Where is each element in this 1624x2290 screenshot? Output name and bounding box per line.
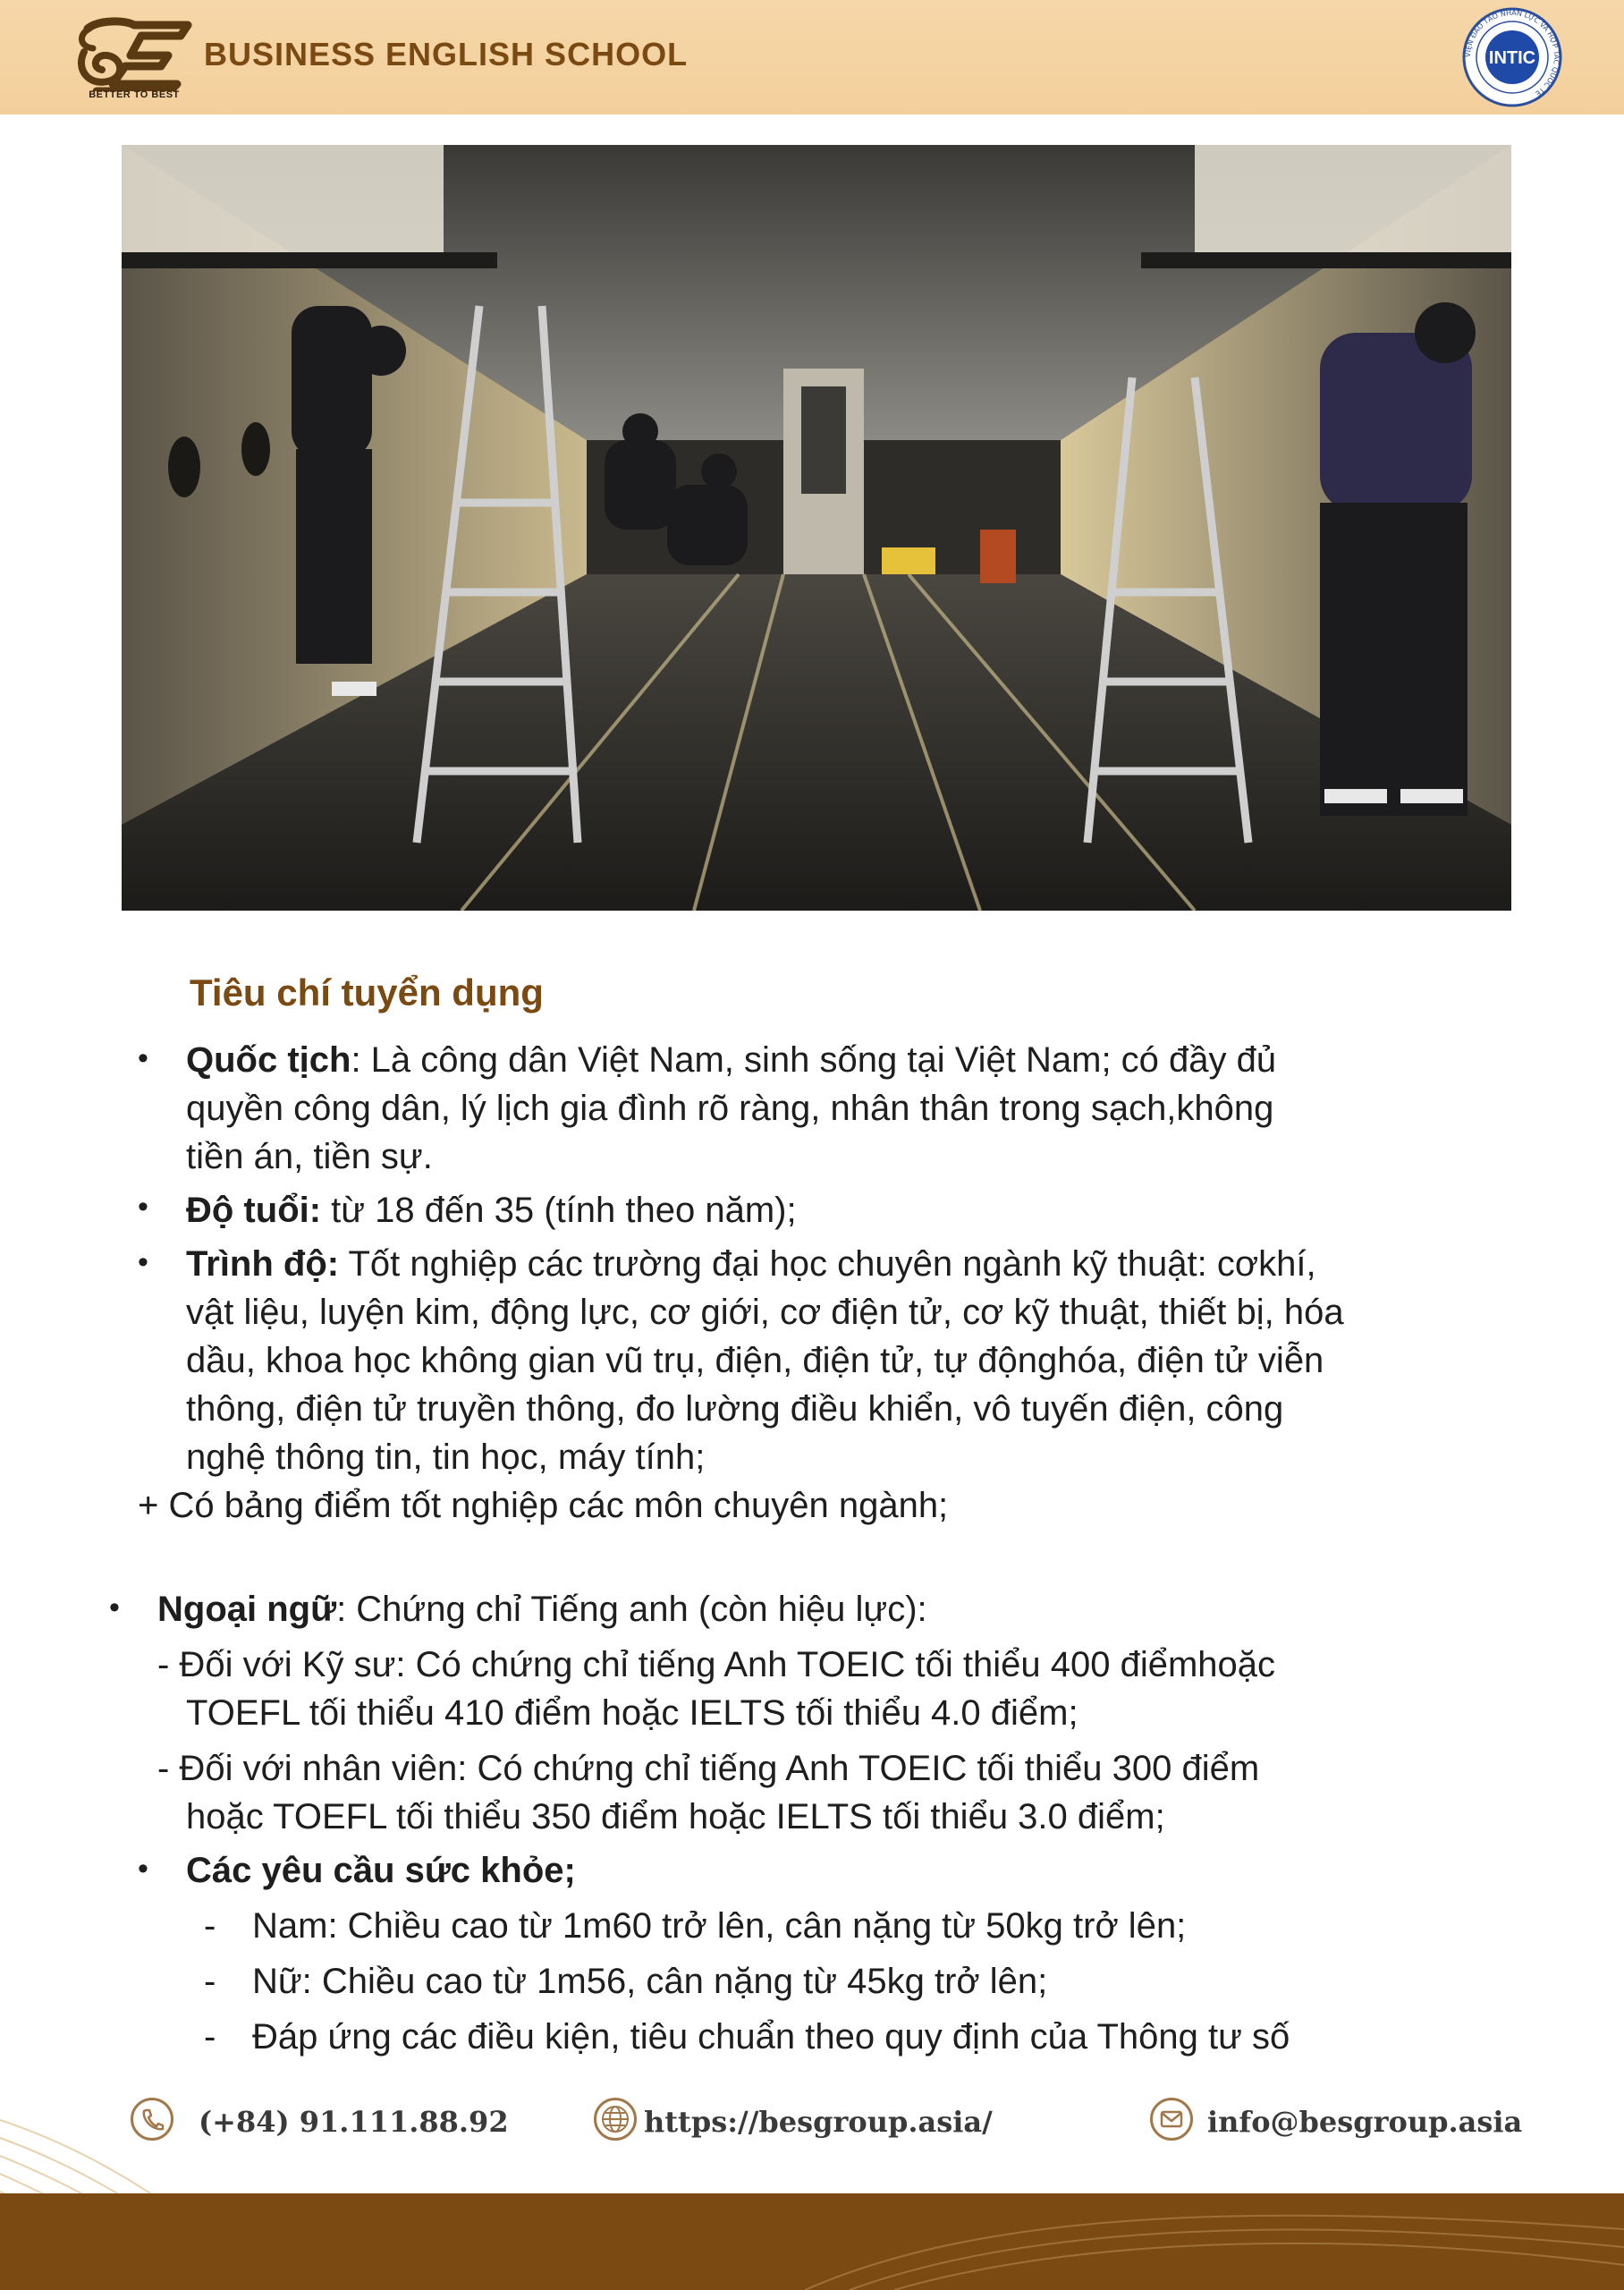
seal-label: INTIC	[1488, 48, 1536, 68]
footer-wave-lines	[0, 2193, 1624, 2290]
engineer-line-1: - Đối với Kỹ sư: Có chứng chỉ tiếng Anh TOEIC tối thiểu 400 điểmhoặc	[157, 1645, 1276, 1684]
bullet: •	[109, 1590, 120, 1624]
dash: -	[204, 2017, 216, 2057]
bullet: •	[138, 1190, 148, 1224]
intic-seal	[1462, 7, 1562, 107]
bullet: •	[138, 1041, 148, 1075]
age-text: từ 18 đến 35 (tính theo năm);	[321, 1191, 797, 1230]
website-link[interactable]: https://besgroup.asia/	[644, 2105, 993, 2139]
school-name: BUSINESS ENGLISH SCHOOL	[204, 36, 689, 72]
language-label: Ngoại ngữ	[157, 1590, 337, 1629]
education-line-3: dầu, khoa học không gian vũ trụ, điện, điện tử, tự độnghóa, điện tử viễn	[186, 1341, 1324, 1380]
nationality-text: : Là công dân Việt Nam, sinh sống tại Việt Nam; có đầy đủ	[351, 1040, 1277, 1080]
transcript-line: + Có bảng điểm tốt nghiệp các môn chuyên ngành;	[138, 1486, 949, 1525]
education-line-2: vật liệu, luyện kim, động lực, cơ giới, cơ điện tử, cơ kỹ thuật, thiết bị, hóa	[186, 1293, 1344, 1332]
education-line-1	[186, 1240, 1316, 1288]
language-text: : Chứng chỉ Tiếng anh (còn hiệu lực):	[336, 1590, 927, 1629]
school-logo	[72, 16, 197, 104]
dash: -	[204, 1906, 216, 1946]
footer-band	[0, 2193, 1624, 2290]
engineer-line-2: TOEFL tối thiểu 410 điểm hoặc IELTS tối thiểu 4.0 điểm;	[186, 1693, 1078, 1733]
age-line	[186, 1186, 797, 1234]
age-label: Độ tuổi:	[186, 1191, 322, 1230]
health-label: Các yêu cầu sức khỏe;	[186, 1851, 576, 1890]
health-item-regulation: Đáp ứng các điều kiện, tiêu chuẩn theo quy định của Thông tư số	[252, 2017, 1290, 2057]
phone-icon	[131, 2098, 173, 2141]
education-label: Trình độ:	[186, 1244, 340, 1284]
nationality-label: Quốc tịch	[186, 1040, 351, 1080]
email-link[interactable]: info@besgroup.asia	[1207, 2105, 1523, 2139]
bullet: •	[138, 1245, 148, 1279]
cabin-illustration	[122, 145, 1511, 911]
phone-number[interactable]: (+84) 91.111.88.92	[199, 2105, 509, 2139]
education-line-5: nghệ thông tin, tin học, máy tính;	[186, 1438, 706, 1477]
staff-line-2: hoặc TOEFL tối thiểu 350 điểm hoặc IELTS tối thiểu 3.0 điểm;	[186, 1797, 1165, 1836]
mail-icon	[1150, 2098, 1193, 2141]
health-item-male: Nam: Chiều cao từ 1m60 trở lên, cân nặng từ 50kg trở lên;	[252, 1906, 1187, 1946]
contact-row	[0, 2098, 1624, 2155]
globe-icon	[594, 2098, 637, 2141]
language-line	[157, 1585, 927, 1633]
education-line-4: thông, điện tử truyền thông, đo lường điều khiển, vô tuyến điện, công	[186, 1389, 1284, 1429]
nationality-line-1	[186, 1036, 1276, 1084]
staff-line-1: - Đối với nhân viên: Có chứng chỉ tiếng Anh TOEIC tối thiểu 300 điểm	[157, 1749, 1260, 1788]
intic-seal-icon	[1462, 7, 1562, 107]
aircraft-cabin-photo	[122, 145, 1511, 911]
health-line	[186, 1846, 576, 1895]
logo-tagline: BETTER TO BEST	[89, 89, 180, 100]
seal-ring-text: VIỆN ĐÀO TẠO NHÂN LỰC VÀ HỢP TÁC QUỐC TẾ	[1463, 8, 1561, 98]
nationality-line-3: tiền án, tiền sự.	[186, 1137, 433, 1176]
bes-monogram-icon	[72, 16, 197, 91]
dash: -	[204, 1962, 216, 2001]
nationality-line-2: quyền công dân, lý lịch gia đình rõ ràng, nhân thân trong sạch,không	[186, 1089, 1274, 1128]
section-title: Tiêu chí tuyển dụng	[190, 971, 544, 1014]
education-text: Tốt nghiệp các trường đại học chuyên ngành kỹ thuật: cơkhí,	[339, 1244, 1316, 1284]
header-band	[0, 0, 1624, 114]
bullet: •	[138, 1852, 148, 1886]
health-item-female: Nữ: Chiều cao từ 1m56, cân nặng từ 45kg trở lên;	[252, 1962, 1048, 2001]
